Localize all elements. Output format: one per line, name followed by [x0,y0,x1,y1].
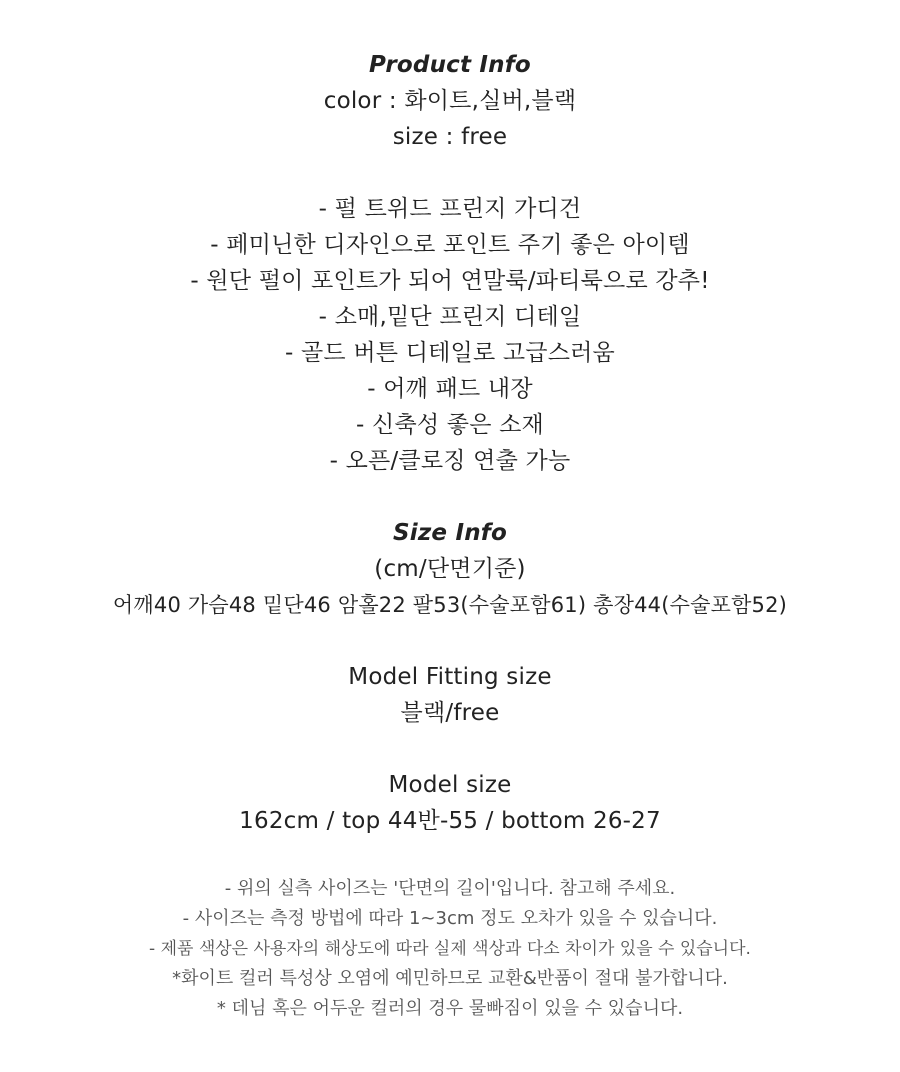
product-color: color : 화이트,실버,블랙 [323,88,577,114]
model-fitting-label: Model Fitting size [348,664,552,690]
model-size-value: 162cm / top 44반-55 / bottom 26-27 [239,808,661,834]
feature-item: - 페미닌한 디자인으로 포인트 주기 좋은 아이템 [210,232,690,258]
feature-item: - 골드 버튼 디테일로 고급스러움 [285,340,615,366]
note-item: *화이트 컬러 특성상 오염에 예민하므로 교환&반품이 절대 불가합니다. [172,968,728,989]
model-size-label: Model size [388,772,512,798]
product-info-heading: Product Info [369,52,531,78]
note-item: - 제품 색상은 사용자의 해상도에 따라 실제 색상과 다소 차이가 있을 수 있습니다. [149,939,751,959]
feature-item: - 오픈/클로징 연출 가능 [329,448,571,474]
feature-item: - 펄 트위드 프린지 가디건 [318,196,582,222]
note-item: - 위의 실측 사이즈는 '단면의 길이'입니다. 참고해 주세요. [224,878,676,899]
note-item: * 데님 혹은 어두운 컬러의 경우 물빠짐이 있을 수 있습니다. [216,998,684,1019]
model-fitting-value: 블랙/free [400,700,500,726]
feature-item: - 신축성 좋은 소재 [356,412,544,438]
note-item: - 사이즈는 측정 방법에 따라 1~3cm 정도 오차가 있을 수 있습니다. [182,908,718,929]
size-info-heading: Size Info [393,520,507,546]
feature-item: - 원단 펄이 포인트가 되어 연말룩/파티룩으로 강추! [190,268,710,294]
feature-item: - 어깨 패드 내장 [367,376,533,402]
feature-item: - 소매,밑단 프린지 디테일 [318,304,582,330]
product-size: size : free [392,124,508,150]
size-basis: (cm/단면기준) [374,556,526,582]
size-measurements: 어깨40 가슴48 밑단46 암홀22 팔53(수술포함61) 총장44(수술포함52) [112,593,788,617]
